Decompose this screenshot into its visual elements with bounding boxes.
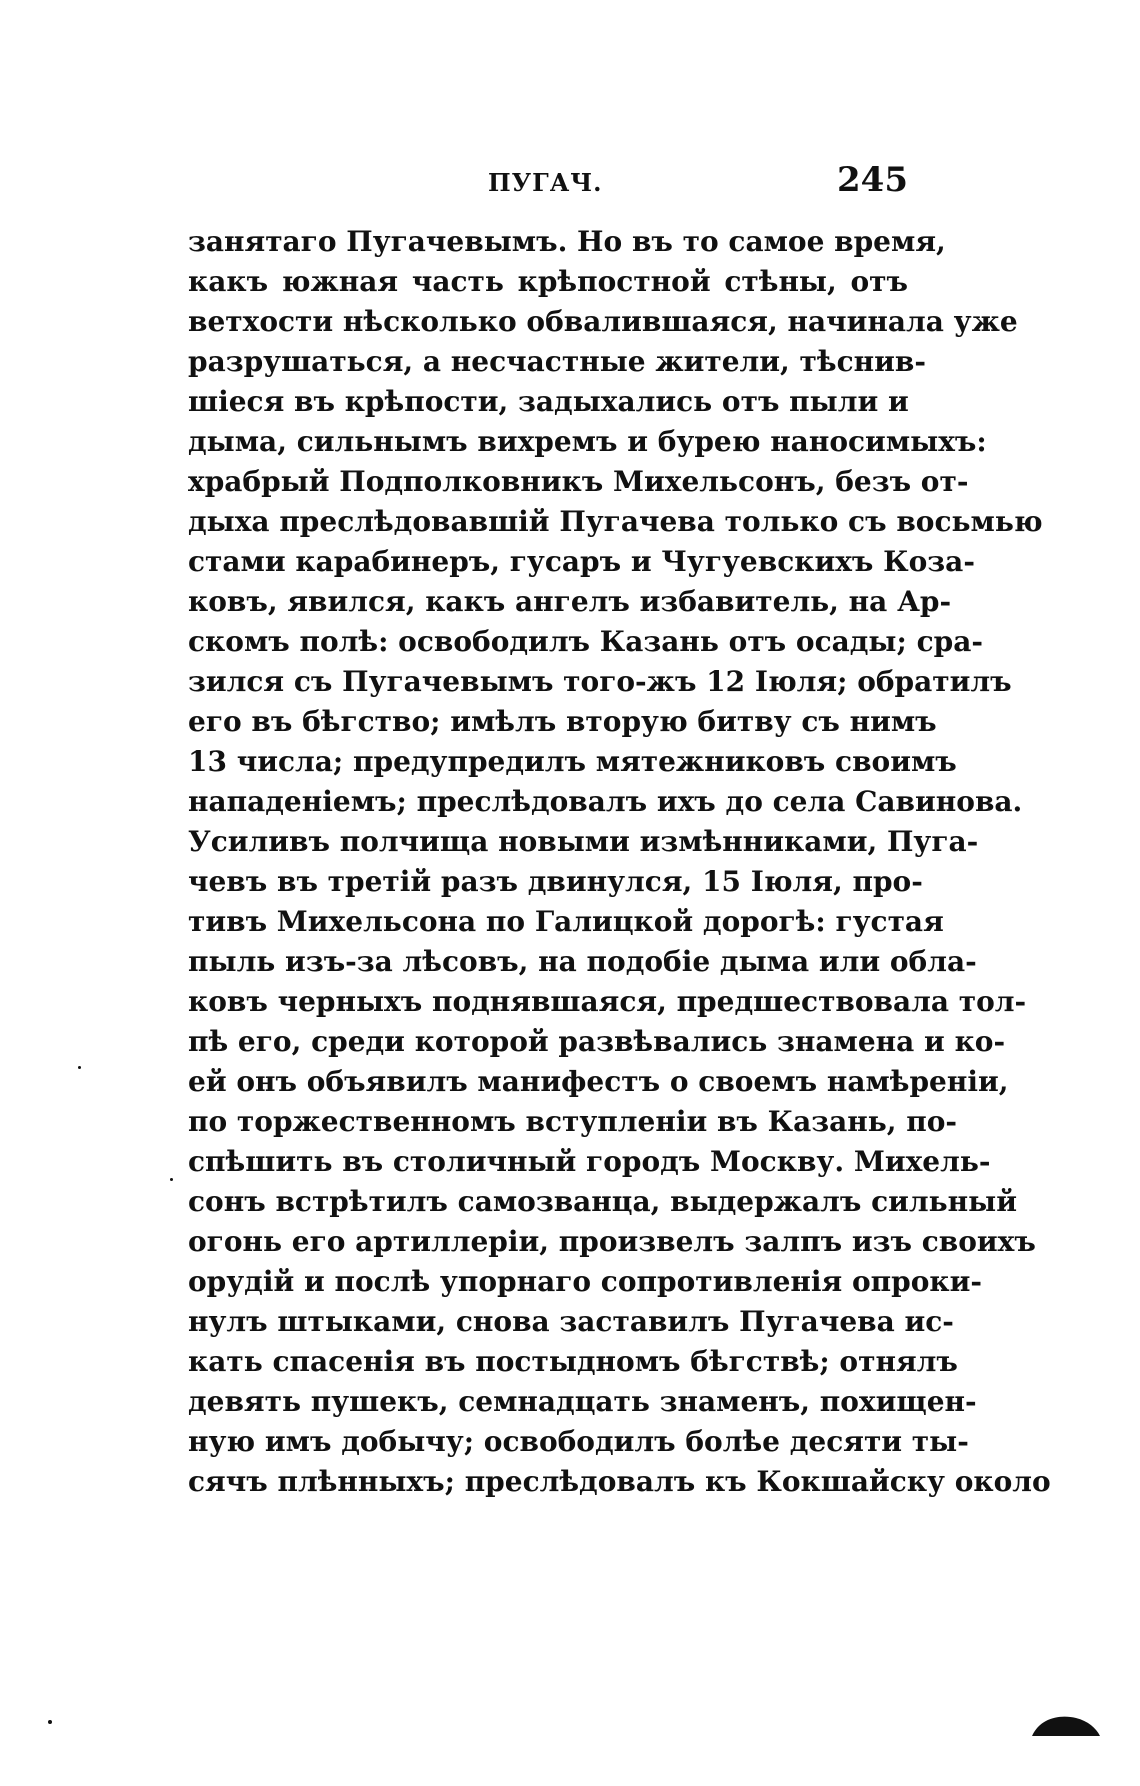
text-line: огонь его артиллеріи, произвелъ залпъ изъ своихъ <box>188 1225 1036 1258</box>
ink-blot-icon <box>1030 1712 1102 1740</box>
text-line: ковъ, явился, какъ ангелъ избавитель, на Ар- <box>188 585 952 618</box>
text-line: занятаго Пугачевымъ. Но въ то самое время, <box>188 225 946 258</box>
running-head-title: ПУГАЧ. <box>488 168 603 197</box>
text-line: чевъ въ третій разъ двинулся, 15 Іюля, про- <box>188 865 923 898</box>
text-line: зился съ Пугачевымъ того-жъ 12 Іюля; обратилъ <box>188 665 1012 698</box>
text-line: тивъ Михельсона по Галицкой дорогѣ: густая <box>188 905 944 938</box>
text-line: дыха преслѣдовавшій Пугачева только съ восьмью <box>188 505 1043 538</box>
text-line: девять пушекъ, семнадцать знаменъ, похищен- <box>188 1385 977 1418</box>
text-line: его въ бѣгство; имѣлъ вторую битву съ нимъ <box>188 705 937 738</box>
text-line: Усиливъ полчища новыми измѣнниками, Пуга- <box>188 825 979 858</box>
text-line: скомъ полѣ: освободилъ Казань отъ осады; сра- <box>188 625 983 658</box>
text-line: шіеся въ крѣпости, задыхались отъ пыли и <box>188 385 909 418</box>
text-line: спѣшить въ столичный городъ Москву. Михель- <box>188 1145 991 1178</box>
body-text <box>188 222 1051 1502</box>
page-number: 245 <box>837 160 908 200</box>
text-line: дыма, сильнымъ вихремъ и бурею наносимыхъ: <box>188 425 987 458</box>
text-line: стами карабинеръ, гусаръ и Чугуевскихъ Коза- <box>188 545 975 578</box>
text-line: кать спасенія въ постыдномъ бѣгствѣ; отнялъ <box>188 1345 958 1378</box>
text-line: нулъ штыками, снова заставилъ Пугачева ис- <box>188 1305 954 1338</box>
text-line: ей онъ объявилъ манифестъ о своемъ намѣреніи, <box>188 1065 1009 1098</box>
scan-speck <box>78 1066 81 1069</box>
text-line: сячъ плѣнныхъ; преслѣдовалъ къ Кокшайску около <box>188 1465 1051 1498</box>
text-line: разрушаться, а несчастные жители, тѣснив- <box>188 345 926 378</box>
text-line: по торжественномъ вступленіи въ Казань, по- <box>188 1105 958 1138</box>
text-line: орудій и послѣ упорнаго сопротивленія опроки- <box>188 1265 982 1298</box>
text-line: нападеніемъ; преслѣдовалъ ихъ до села Савинова. <box>188 785 1023 818</box>
text-line: храбрый Подполковникъ Михельсонъ, безъ от- <box>188 465 969 498</box>
scan-speck <box>48 1720 52 1724</box>
text-line: пѣ его, среди которой развѣвались знамена и ко- <box>188 1025 1006 1058</box>
text-line: ковъ черныхъ поднявшаяся, предшествовала тол- <box>188 985 1027 1018</box>
text-line: какъ южная часть крѣпостной стѣны, отъ <box>188 265 908 298</box>
text-line: пыль изъ-за лѣсовъ, на подобіе дыма или обла- <box>188 945 977 978</box>
text-line: ную имъ добычу; освободилъ болѣе десяти ты- <box>188 1425 969 1458</box>
scan-speck <box>170 1178 173 1181</box>
text-line: 13 числа; предупредилъ мятежниковъ своимъ <box>188 745 957 778</box>
text-line: ветхости нѣсколько обвалившаяся, начинала уже <box>188 305 1018 338</box>
text-line: сонъ встрѣтилъ самозванца, выдержалъ сильный <box>188 1185 1017 1218</box>
running-head <box>188 160 908 204</box>
